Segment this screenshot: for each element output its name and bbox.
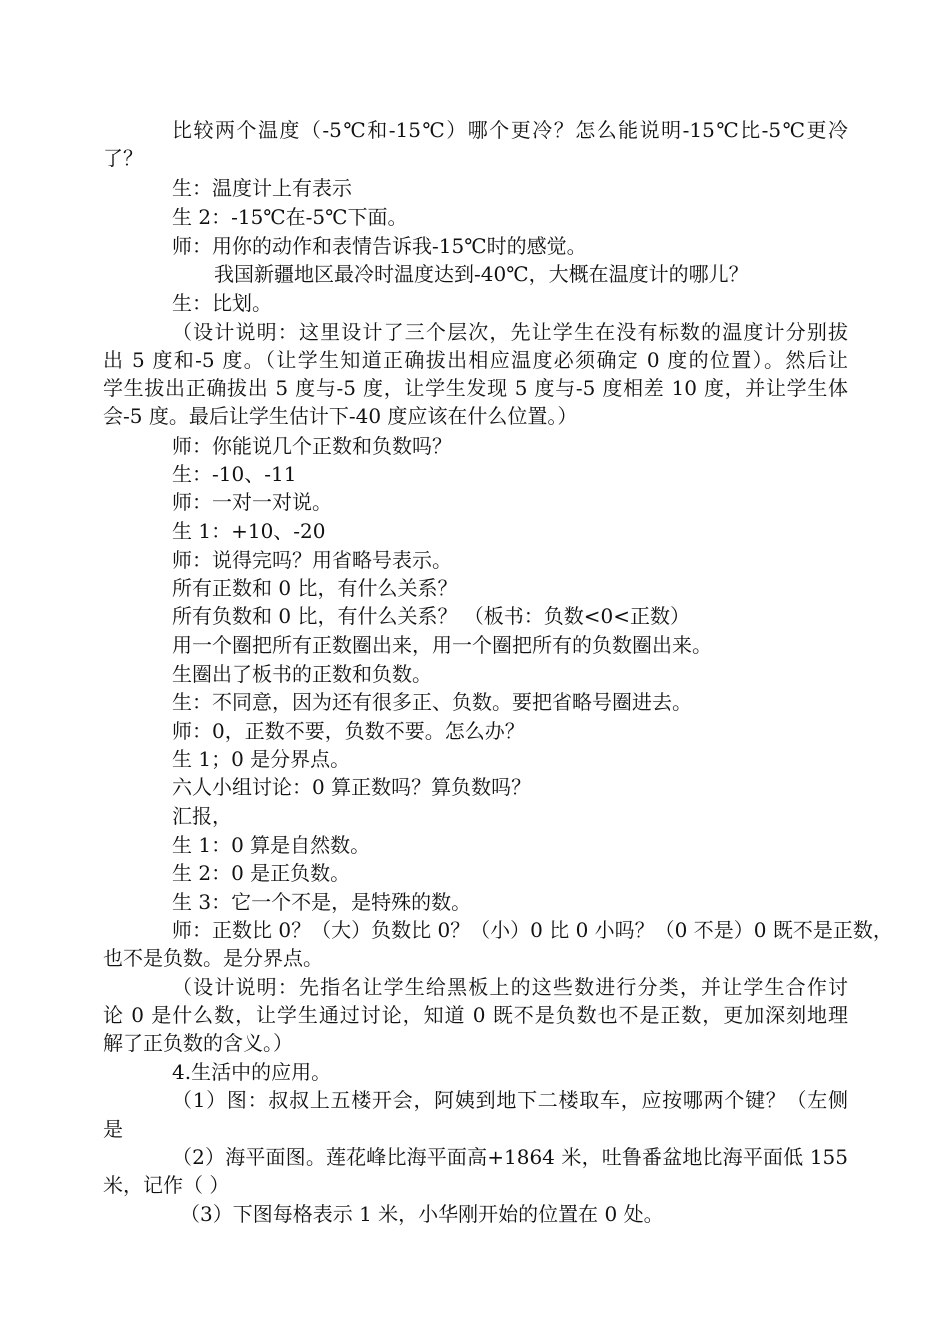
text-line: 师：用你的动作和表情告诉我-15℃时的感觉。 [172, 234, 587, 258]
text-line: 生：温度计上有表示 [172, 176, 352, 200]
text-line: （设计说明：这里设计了三个层次，先让学生在没有标数的温度计分别拔 [172, 320, 848, 344]
text-line: （2）海平面图。莲花峰比海平面高+1864 米，吐鲁番盆地比海平面低 155 [172, 1145, 848, 1169]
text-line: 用一个圈把所有正数圈出来，用一个圈把所有的负数圈出来。 [172, 633, 712, 657]
text-line: 生 1；0 是分界点。 [172, 747, 351, 771]
text-line: 会-5 度。最后让学生估计下-40 度应该在什么位置。） [103, 404, 578, 428]
text-line: （1）图：叔叔上五楼开会，阿姨到地下二楼取车，应按哪两个键？（左侧 [172, 1088, 848, 1112]
text-line: 生 2：0 是正负数。 [172, 861, 351, 885]
text-line: 汇报， [172, 804, 232, 828]
text-line: 生：不同意，因为还有很多正、负数。要把省略号圈进去。 [172, 690, 692, 714]
text-line: 所有负数和 0 比，有什么关系？ （板书：负数<0<正数） [172, 604, 691, 628]
text-line: 生 1：0 算是自然数。 [172, 833, 371, 857]
text-line: 学生拔出正确拔出 5 度与-5 度，让学生发现 5 度与-5 度相差 10 度，并让学生体 [103, 376, 848, 400]
text-line: 也不是负数。是分界点。 [103, 946, 323, 970]
text-line: （3）下图每格表示 1 米，小华刚开始的位置在 0 处。 [180, 1202, 664, 1226]
text-line: 解了正负数的含义。） [103, 1031, 293, 1055]
text-line: 生圈出了板书的正数和负数。 [172, 662, 432, 686]
text-line: 师：说得完吗？用省略号表示。 [172, 548, 452, 572]
text-line: 师：你能说几个正数和负数吗？ [172, 434, 452, 458]
text-line: 生：-10、-11 [172, 462, 297, 486]
text-line: 生 3：它一个不是，是特殊的数。 [172, 890, 472, 914]
text-line: 了？ [103, 146, 143, 170]
text-line: 米，记作（ ） [103, 1173, 230, 1197]
text-line: （设计说明：先指名让学生给黑板上的这些数进行分类，并让学生合作讨 [172, 975, 848, 999]
text-line: 所有正数和 0 比，有什么关系？ [172, 576, 458, 600]
text-line: 是 [103, 1117, 123, 1141]
text-line: 论 0 是什么数，让学生通过讨论，知道 0 既不是负数也不是正数，更加深刻地理 [103, 1003, 848, 1027]
text-line: 师：正数比 0？（大）负数比 0？（小）0 比 0 小吗？（0 不是）0 既不是正数， [172, 918, 893, 942]
text-line: 出 5 度和-5 度。（让学生知道正确拔出相应温度必须确定 0 度的位置）。然后让 [103, 348, 848, 372]
text-line: 师：0，正数不要，负数不要。怎么办？ [172, 719, 525, 743]
text-line: 我国新疆地区最冷时温度达到-40℃，大概在温度计的哪儿？ [214, 262, 749, 286]
text-line: 生 2：-15℃在-5℃下面。 [172, 205, 408, 229]
text-line: 比较两个温度（-5℃和-15℃）哪个更冷？怎么能说明-15℃比-5℃更冷 [172, 118, 848, 142]
text-line: 生 1：+10、-20 [172, 519, 326, 543]
text-line: 生：比划。 [172, 291, 272, 315]
text-line: 4.生活中的应用。 [172, 1060, 332, 1084]
text-line: 师：一对一对说。 [172, 490, 332, 514]
text-line: 六人小组讨论：0 算正数吗？算负数吗？ [172, 775, 532, 799]
